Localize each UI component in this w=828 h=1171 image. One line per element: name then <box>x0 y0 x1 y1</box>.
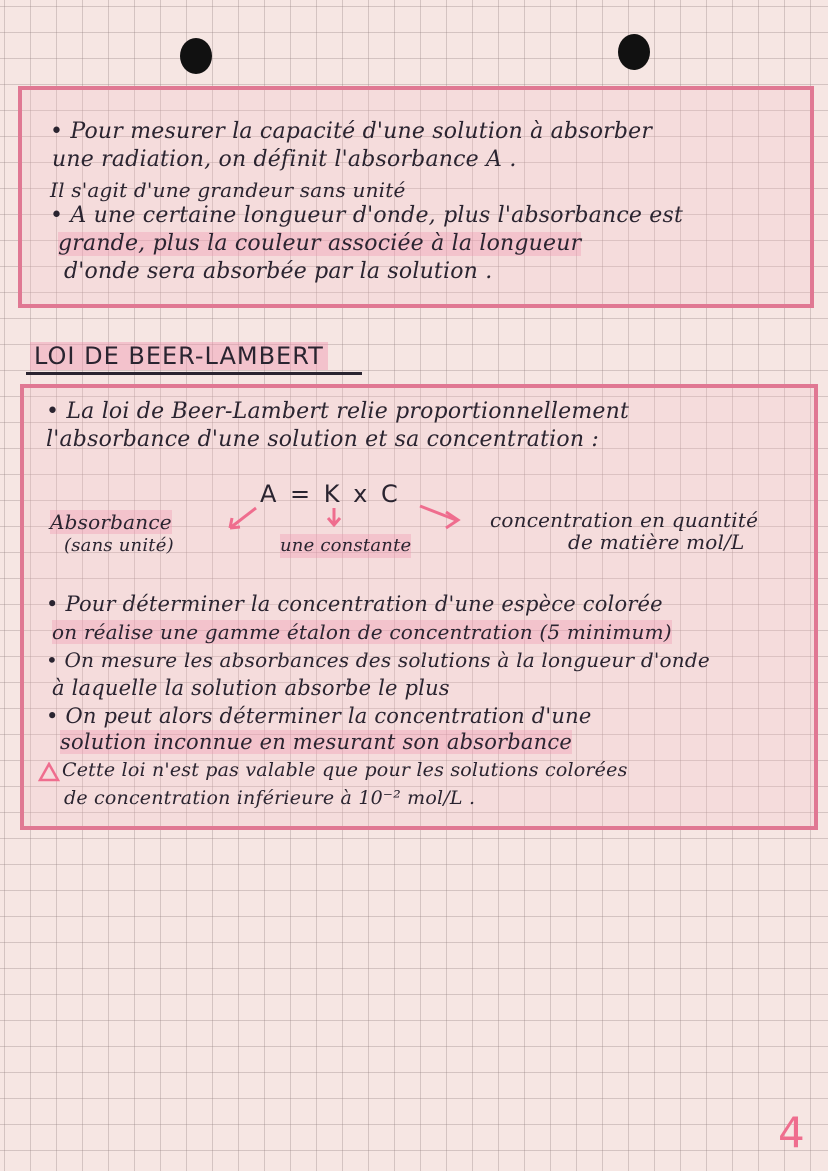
law-line-1: • La loi de Beer-Lambert relie proportionnellement <box>46 399 630 424</box>
binder-hole-right <box>618 34 650 70</box>
intro-line-1: • Pour mesurer la capacité d'une solution à absorber <box>50 119 653 144</box>
intro-line-3: Il s'agit d'une grandeur sans unité <box>50 178 406 202</box>
label-absorbance-note: (sans unité) <box>64 535 174 556</box>
label-absorbance: Absorbance <box>50 510 172 534</box>
warning-icon <box>38 762 60 782</box>
formula: A = K x C <box>260 480 401 508</box>
intro-line-4: • A une certaine longueur d'onde, plus l'absorbance est <box>50 203 684 228</box>
law-line-2: l'absorbance d'une solution et sa concentration : <box>46 427 600 452</box>
section-title: LOI DE BEER-LAMBERT <box>30 342 328 370</box>
intro-line-2: une radiation, on définit l'absorbance A . <box>52 147 517 172</box>
binder-hole-left <box>180 38 212 74</box>
intro-line-6: d'onde sera absorbée par la solution . <box>64 259 493 284</box>
label-concentration-1: concentration en quantité <box>490 508 759 532</box>
method-line-6: solution inconnue en mesurant son absorbance <box>60 730 572 754</box>
method-line-4: à laquelle la solution absorbe le plus <box>52 676 450 700</box>
method-line-3: • On mesure les absorbances des solutions à la longueur d'onde <box>46 648 710 672</box>
method-line-1: • Pour déterminer la concentration d'une espèce colorée <box>46 592 663 616</box>
title-underline <box>26 372 362 375</box>
label-constant: une constante <box>280 535 412 556</box>
label-concentration-2: de matière mol/L <box>568 530 745 554</box>
warning-line-1: Cette loi n'est pas valable que pour les solutions colorées <box>62 759 628 781</box>
warning-line-2: de concentration inférieure à 10⁻² mol/L . <box>64 787 476 809</box>
page-number: 4 <box>778 1108 805 1157</box>
method-line-5: • On peut alors déterminer la concentration d'une <box>46 704 592 728</box>
intro-line-5: grande, plus la couleur associée à la longueur <box>58 231 582 256</box>
method-line-2: on réalise une gamme étalon de concentration (5 minimum) <box>52 620 672 644</box>
